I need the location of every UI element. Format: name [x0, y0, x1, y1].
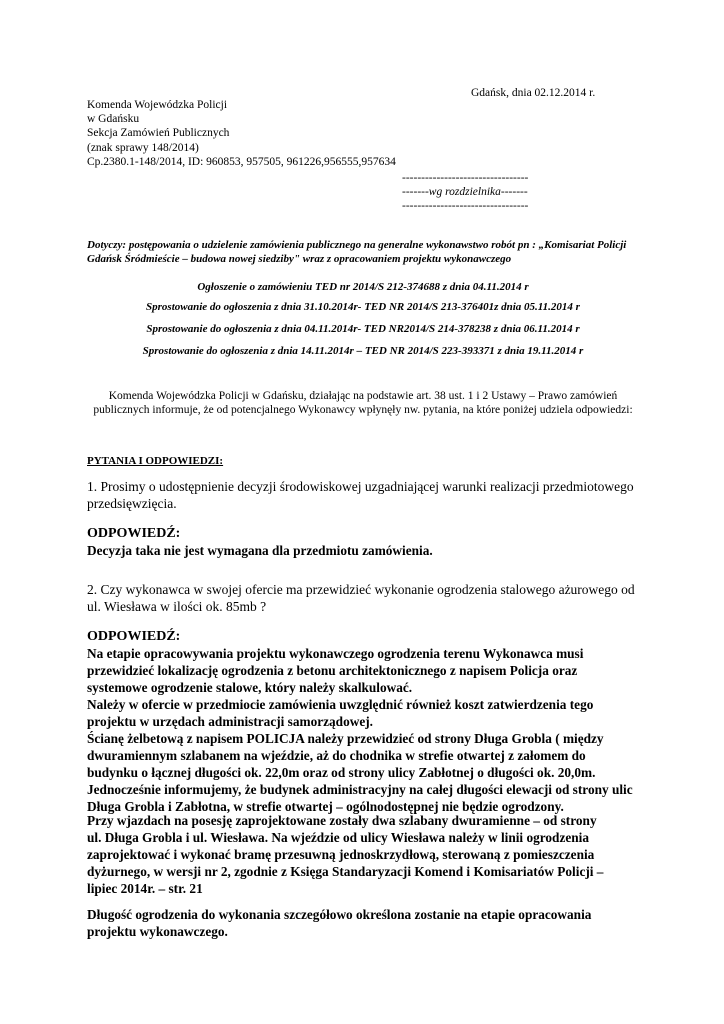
- distribution-rule: ---------------------------------: [402, 200, 529, 212]
- notices-block: [87, 280, 639, 358]
- reference-ids: Cp.2380.1-148/2014, ID: 960853, 957505, 961226,956555,957634: [87, 155, 396, 168]
- answer-line: zaprojektować i wykonać bramę przesuwną jednoskrzydłową, sterowaną z pomieszczenia: [87, 847, 595, 862]
- sender-line: w Gdańsku: [87, 113, 140, 126]
- sender-block: [87, 98, 396, 169]
- section-title: PYTANIA I ODPOWIEDZI:: [87, 455, 224, 467]
- place-date: Gdańsk, dnia 02.12.2014 r.: [471, 87, 596, 99]
- answer-line: przewidzieć lokalizację ogrodzenia z betonu architektonicznego z napisem Policja oraz: [87, 663, 578, 678]
- answer-2-length: [87, 906, 647, 940]
- answer-line: Na etapie opracowywania projektu wykonawczego ogrodzenia terenu Wykonawca musi: [87, 646, 584, 661]
- question-2: 2. Czy wykonawca w swojej ofercie ma przewidzieć wykonanie ogrodzenia stalowego ażurowego od ul. Wiesława w ilości ok. 85mb ?: [87, 582, 635, 614]
- answer-line: Długość ogrodzenia do wykonania szczegółowo określona zostanie na etapie opracowania: [87, 907, 592, 922]
- answer-line: Jednocześnie informujemy, że budynek administracyjny na całej długości elewacji od strony ulic: [87, 782, 633, 797]
- distribution-rule: ---------------------------------: [402, 172, 529, 184]
- answer-2: [87, 645, 647, 815]
- subject-paragraph: Dotyczy: postępowania o udzielenie zamówienia publicznego na generalne wykonawstwo robót pn : „Komisariat Policji Gdańsk Śródmieście – budowa nowej siedziby" wraz z opracowaniem projektu wykonawczego: [87, 239, 627, 265]
- sender-line: Sekcja Zamówień Publicznych: [87, 127, 230, 140]
- question-1: 1. Prosimy o udostępnienie decyzji środowiskowej uzgadniającej warunki realizacji przedmiotowego przedsięwzięcia.: [87, 479, 634, 511]
- answer-line: dyżurnego, w wersji nr 2, zgodnie z Księga Standaryzacji Komend i Komisariatów Policji –: [87, 864, 604, 879]
- answer-line: lipiec 2014r. – str. 21: [87, 881, 203, 896]
- notice-line: Sprostowanie do ogłoszenia z dnia 14.11.2014r – TED NR 2014/S 223-393371 z dnia 19.11.2014 r: [142, 345, 584, 357]
- case-number: (znak sprawy 148/2014): [87, 141, 199, 154]
- answer-line: projektu w urzędach administracji samorządowej.: [87, 714, 373, 729]
- answer-line: projektu wykonawczego.: [87, 924, 228, 939]
- answer-2-gates: [87, 812, 647, 897]
- answer-line: Należy w ofercie w przedmiocie zamówienia uwzględnić również koszt zatwierdzenia tego: [87, 697, 594, 712]
- answer-line: Przy wjazdach na posesję zaprojektowane zostały dwa szlabany dwuramienne – od strony: [87, 813, 597, 828]
- notice-line: Ogłoszenie o zamówieniu TED nr 2014/S 212-374688 z dnia 04.11.2014 r: [197, 281, 529, 293]
- notice-line: Sprostowanie do ogłoszenia z dnia 31.10.2014r- TED NR 2014/S 213-376401z dnia 05.11.2014 r: [146, 301, 580, 313]
- answer-line: dwuramiennym szlabanem na wjeździe, aż do chodnika w strefie otwartej z załomem do: [87, 748, 586, 763]
- answer-line: systemowe ogrodzenie stalowe, który należy skalkulować.: [87, 680, 413, 695]
- answer-line: budynku o łącznej długości ok. 22,0m oraz od strony ulicy Zabłotnej o długości ok. 20,0m.: [87, 765, 596, 780]
- answer-line: ul. Długa Grobla i ul. Wiesława. Na wjeździe od ulicy Wiesława należy w linii ogrodzenia: [87, 830, 589, 845]
- distribution-block: [402, 171, 528, 213]
- distribution-label: -------wg rozdzielnika-------: [402, 186, 528, 198]
- intro-paragraph: Komenda Wojewódzka Policji w Gdańsku, działając na podstawie art. 38 ust. 1 i 2 Ustawy – Prawo zamówień publicznych informuje, że od potencjalnego Wykonawcy wpłynęły nw. pytania, na które poniżej udziela odpowiedzi:: [93, 390, 633, 417]
- answer-1: Decyzja taka nie jest wymagana dla przedmiotu zamówienia.: [87, 543, 433, 558]
- answer-heading: ODPOWIEDŹ:: [87, 526, 181, 541]
- answer-line: Długa Grobla i Zabłotna, w strefie otwartej – ogólnodostępnej nie będzie ogrodzony.: [87, 799, 564, 814]
- sender-line: Komenda Wojewódzka Policji: [87, 99, 228, 111]
- answer-heading: ODPOWIEDŹ:: [87, 629, 181, 644]
- notice-line: Sprostowanie do ogłoszenia z dnia 04.11.2014r- TED NR2014/S 214-378238 z dnia 06.11.2014 r: [146, 323, 580, 335]
- answer-line: Ścianę żelbetową z napisem POLICJA należy przewidzieć od strony Długa Grobla ( między: [87, 731, 604, 746]
